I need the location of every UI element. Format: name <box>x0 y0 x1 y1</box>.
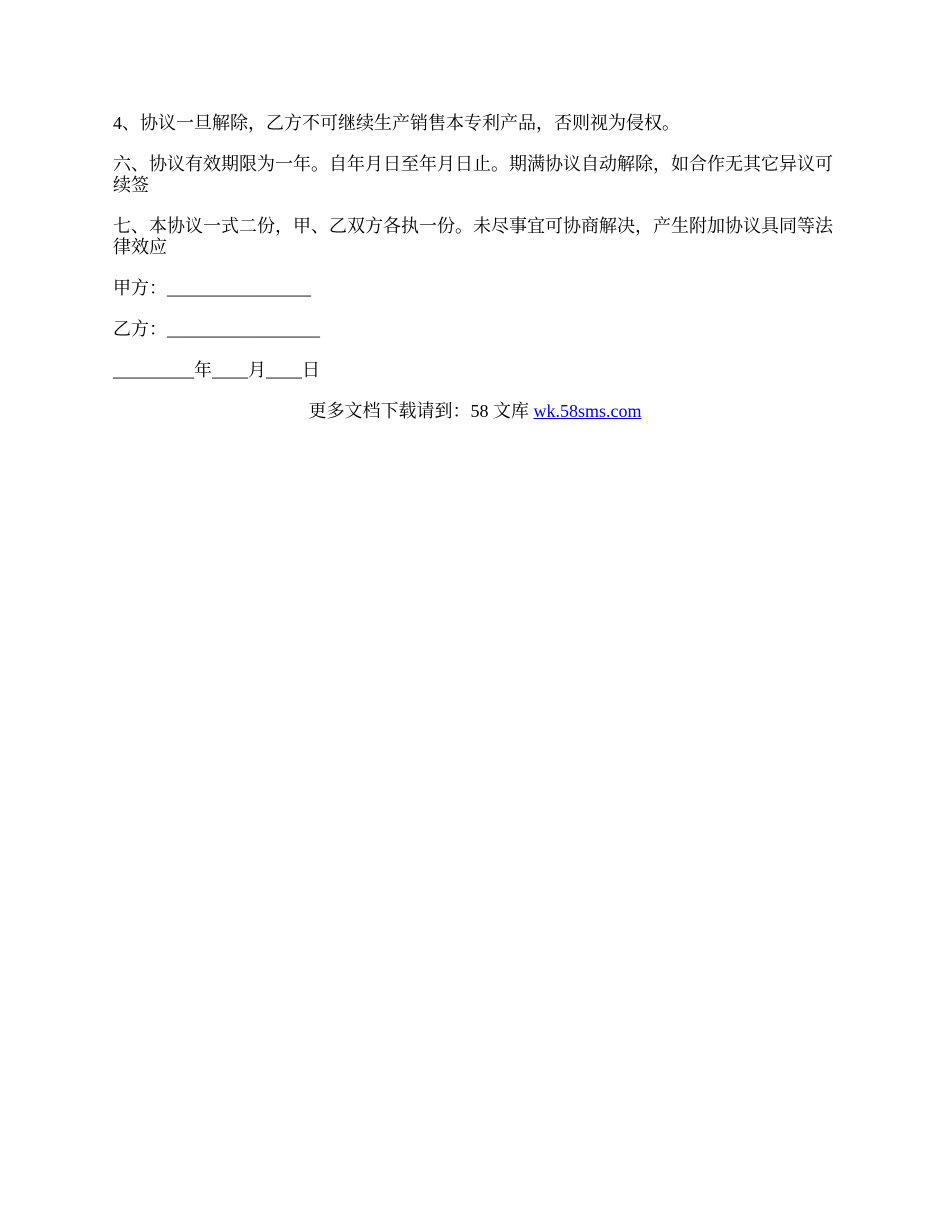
clause-7-copies: 七、本协议一式二份，甲、乙双方各执一份。未尽事宜可协商解决，产生附加协议具同等法律效应 <box>113 216 833 257</box>
clause-6-term: 六、协议有效期限为一年。自年月日至年月日止。期满协议自动解除，如合作无其它异议可续签 <box>113 154 833 195</box>
clause-4-termination: 4、协议一旦解除，乙方不可继续生产销售本专利产品，否则视为侵权。 <box>113 113 680 133</box>
date-line: _________年____月____日 <box>113 360 320 380</box>
party-b-signature-line: 乙方：_________________ <box>113 319 320 339</box>
footer-download-note <box>0 401 950 422</box>
party-a-signature-line: 甲方：________________ <box>113 278 311 298</box>
footer-prefix-text: 更多文档下载请到：58 文库 <box>308 401 534 421</box>
footer-site-link[interactable]: wk.58sms.com <box>533 401 642 421</box>
document-body <box>113 113 840 401</box>
